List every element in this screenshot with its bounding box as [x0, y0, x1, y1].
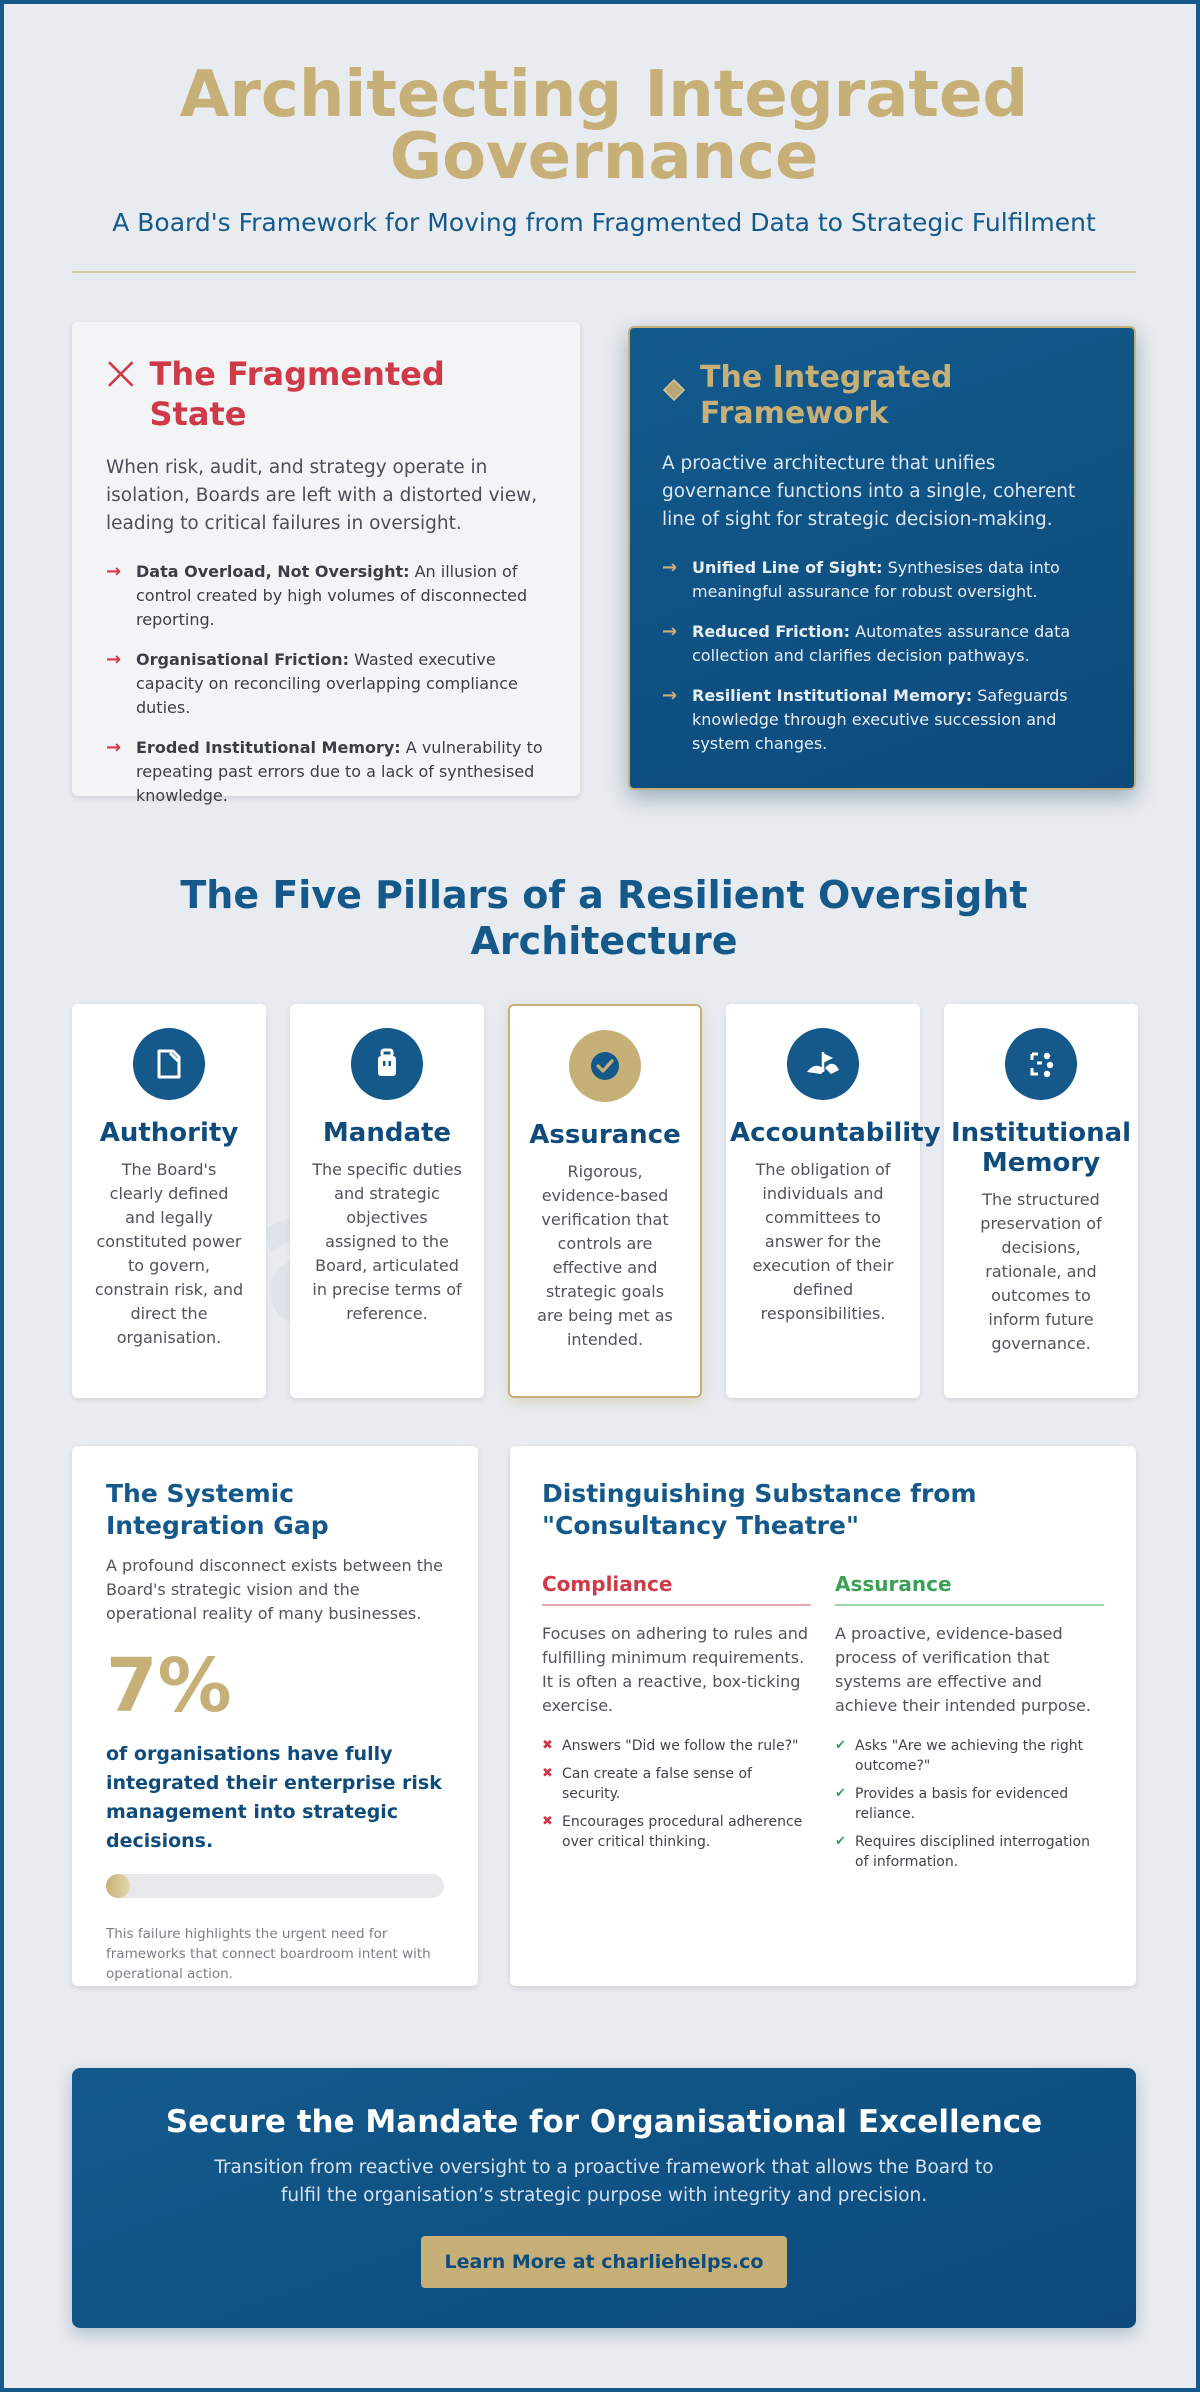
gap-progress-bar: [106, 1874, 444, 1898]
list-item: ✔ Asks "Are we achieving the right outcome?": [835, 1738, 1084, 1774]
integrated-lead: A proactive architecture that unifies governance functions into a single, coherent line of sight for strategic decision-making.: [662, 453, 1076, 530]
assurance-list: [835, 1736, 1104, 1872]
gap-stat-description: of organisations have fully integrated their enterprise risk management into strategic decisions.: [106, 1743, 442, 1852]
substance-columns: [542, 1572, 1104, 1880]
pillar-icon-circle: [569, 1030, 641, 1102]
gap-stat: 7%: [106, 1643, 232, 1729]
pillar-text: The Board's clearly defined and legally constituted power to govern, constrain risk, and direct the organisation.: [94, 1160, 244, 1347]
fragmented-title-row: [106, 354, 546, 434]
check-icon: ✔: [835, 1834, 846, 1849]
list-item: ✔ Provides a basis for evidenced reliance.: [835, 1786, 1069, 1822]
arrow-right-icon: →: [662, 557, 678, 578]
list-item: ✖ Encourages procedural adherence over critical thinking.: [542, 1814, 803, 1850]
fragmented-title: The Fragmented State: [149, 355, 445, 433]
pillar-name: Authority: [99, 1118, 239, 1148]
cta-banner: [72, 2068, 1136, 2328]
gap-progress-fill: [106, 1874, 130, 1898]
arrow-right-icon: →: [106, 561, 122, 582]
check-badge-icon: [587, 1048, 623, 1084]
list-item: ✔ Requires disciplined interrogation of information.: [835, 1834, 1090, 1870]
assurance-heading: Assurance: [835, 1572, 1104, 1606]
cta-title: Secure the Mandate for Organisational Excellence: [165, 2104, 1043, 2140]
assurance-text: A proactive, evidence-based process of verification that systems are effective and achieve their intended purpose.: [835, 1624, 1091, 1715]
cross-icon: ✖: [542, 1766, 553, 1781]
list-item: ✖ Can create a false sense of security.: [542, 1766, 752, 1802]
integrated-framework-card: [628, 326, 1136, 790]
pillar-icon-circle: [1005, 1028, 1077, 1100]
compliance-list: [542, 1736, 811, 1852]
pillar-icon-circle: [133, 1028, 205, 1100]
list-item: → Unified Line of Sight: Synthesises data into meaningful assurance for robust oversight.: [662, 556, 1102, 604]
learn-more-button[interactable]: Learn More at charliehelps.co: [421, 2236, 787, 2288]
arrow-right-icon: →: [106, 737, 122, 758]
pillar-assurance: [508, 1004, 702, 1398]
pillar-accountability: [726, 1004, 941, 1398]
pillar-text: The structured preservation of decisions, rationale, and outcomes to inform future governance.: [980, 1190, 1102, 1353]
check-icon: ✔: [835, 1786, 846, 1801]
diamond-icon: [662, 360, 686, 420]
arrow-right-icon: →: [662, 685, 678, 706]
pillar-institutional-memory: [944, 1004, 1138, 1398]
list-item: → Reduced Friction: Automates assurance data collection and clarifies decision pathways.: [662, 620, 1102, 668]
pillar-text: Rigorous, evidence-based verification that controls are effective and strategic goals are being met as intended.: [537, 1162, 673, 1349]
integrated-title-row: [662, 360, 1102, 432]
integration-gap-card: [72, 1446, 478, 1986]
check-icon: ✔: [835, 1738, 846, 1753]
briefcase-icon: [369, 1046, 405, 1082]
pillar-authority: [72, 1004, 266, 1398]
compliance-text: Focuses on adhering to rules and fulfilling minimum requirements. It is often a reactive, box-ticking exercise.: [542, 1624, 809, 1715]
handshake-flag-icon: [803, 1046, 843, 1082]
cta-text: Transition from reactive oversight to a proactive framework that allows the Board to fulfil the organisation’s strategic purpose with integrity and precision.: [214, 2157, 994, 2206]
pillar-name: Institutional Memory: [950, 1118, 1132, 1178]
pillar-icon-circle: [787, 1028, 859, 1100]
fragmented-lead: When risk, audit, and strategy operate in isolation, Boards are left with a distorted view, leading to critical failures in oversight.: [106, 457, 538, 534]
integrated-title: The Integrated Framework: [700, 360, 953, 431]
gap-lead: A profound disconnect exists between the Board's strategic vision and the operational reality of many businesses.: [106, 1556, 443, 1623]
memory-icon: [1023, 1046, 1059, 1082]
fragmented-list: [106, 560, 546, 808]
compliance-column: [542, 1572, 811, 1880]
x-icon: [106, 354, 135, 394]
document-icon: [151, 1046, 187, 1082]
pillar-text: The specific duties and strategic objectives assigned to the Board, articulated in precise terms of reference.: [312, 1160, 462, 1323]
substance-title: Distinguishing Substance from "Consultancy Theatre": [542, 1479, 977, 1540]
arrow-right-icon: →: [662, 621, 678, 642]
fragmented-state-card: [72, 322, 580, 805]
pillar-name: Accountability: [730, 1118, 941, 1148]
pillar-name: Mandate: [322, 1118, 452, 1148]
pillar-text: The obligation of individuals and committees to answer for the execution of their defined responsibilities.: [752, 1160, 894, 1323]
list-item: → Eroded Institutional Memory: A vulnerability to repeating past errors due to a lack of synthesised knowledge.: [106, 736, 546, 808]
substance-card: [510, 1446, 1136, 1986]
assurance-column: [835, 1572, 1104, 1880]
pillar-mandate: [290, 1004, 484, 1398]
page-subtitle: A Board's Framework for Moving from Fragmented Data to Strategic Fulfilment: [112, 208, 1096, 237]
header-divider: [72, 271, 1136, 273]
page-title: Architecting Integrated Governance: [179, 58, 1029, 194]
list-item: → Resilient Institutional Memory: Safeguards knowledge through executive succession and system changes.: [662, 684, 1102, 756]
cross-icon: ✖: [542, 1738, 553, 1753]
list-item: ✖ Answers "Did we follow the rule?": [542, 1738, 799, 1754]
gap-title: The Systemic Integration Gap: [106, 1479, 329, 1540]
gap-note: This failure highlights the urgent need for frameworks that connect boardroom intent with operational action.: [106, 1926, 431, 1982]
list-item: → Data Overload, Not Oversight: An illusion of control created by high volumes of disconnected reporting.: [106, 560, 546, 632]
compliance-heading: Compliance: [542, 1572, 811, 1606]
pillar-name: Assurance: [529, 1120, 681, 1150]
pillar-icon-circle: [351, 1028, 423, 1100]
header: [72, 58, 1136, 237]
arrow-right-icon: →: [106, 649, 122, 670]
integrated-list: [662, 556, 1102, 756]
pillars-title: The Five Pillars of a Resilient Oversight Architecture: [180, 873, 1028, 963]
cross-icon: ✖: [542, 1814, 553, 1829]
list-item: → Organisational Friction: Wasted executive capacity on reconciling overlapping compliance duties.: [106, 648, 546, 720]
